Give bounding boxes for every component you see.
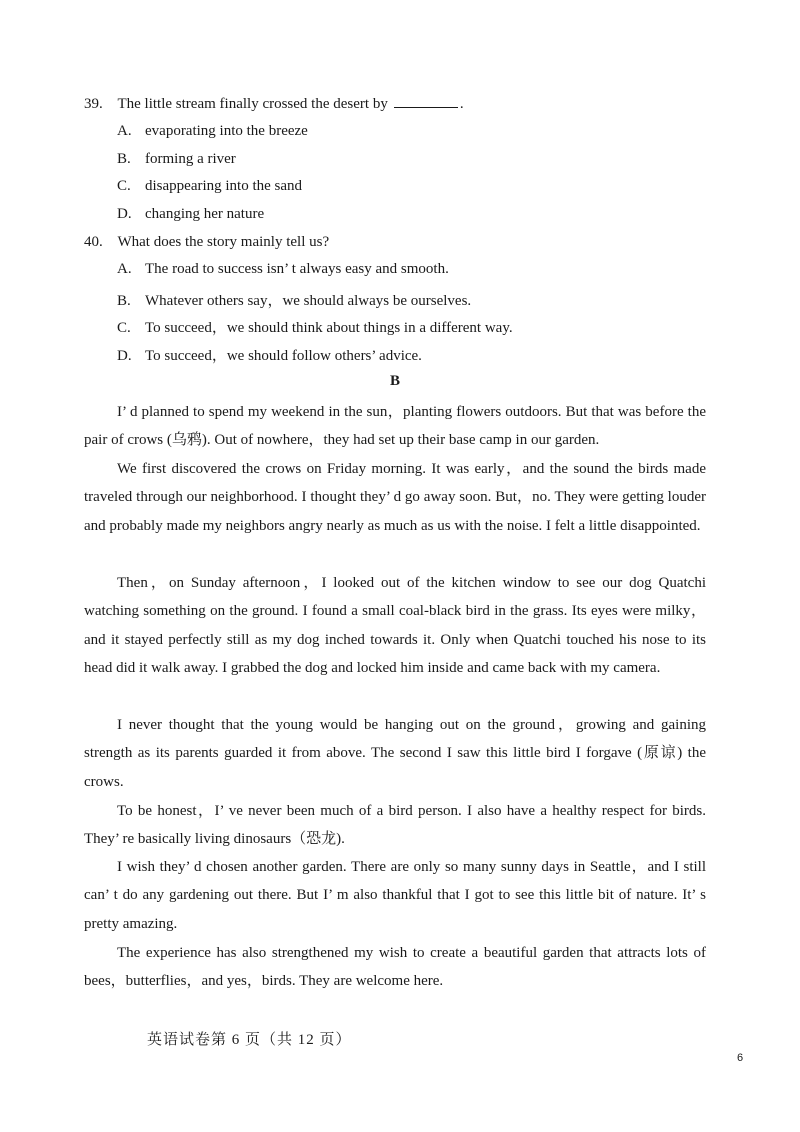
option-text: To succeed，we should think about things in a different way. (145, 320, 513, 336)
question-text: The little stream finally crossed the desert by (117, 96, 388, 112)
option-40-a (117, 261, 449, 278)
question-number: 39. (84, 96, 103, 112)
option-letter: B. (117, 151, 131, 167)
passage-paragraph-7: The experience has also strengthened my wish to create a beautiful garden that attracts lots of bees，butterflies，and yes，birds. They are welcome here. (84, 945, 706, 990)
option-text: changing her nature (145, 206, 265, 222)
option-39-d (117, 206, 264, 223)
option-text: forming a river (145, 151, 236, 167)
option-39-a (117, 123, 308, 140)
passage-paragraph-6: I wish they’ d chosen another garden. There are only so many sunny days in Seattle，and I still can’ t do any gardening out there. But I’ m also thankful that I got to see this little bit of nature. It’ s pretty amazing. (84, 859, 706, 932)
option-40-d (117, 344, 422, 365)
option-text: The road to success isn’ t always easy and smooth. (145, 261, 449, 277)
option-39-c (117, 178, 302, 195)
question-40-stem (84, 234, 329, 251)
option-39-b (117, 151, 236, 168)
option-letter: D. (117, 206, 132, 222)
question-text: What does the story mainly tell us? (117, 234, 330, 250)
option-text: To succeed，we should follow others’ advice. (145, 348, 422, 364)
option-40-c (117, 316, 513, 337)
question-end: . (459, 96, 464, 112)
passage-paragraph-4: I never thought that the young would be hanging out on the ground，growing and gaining strength as its parents guarded it from above. The second I saw this little bird I forgave (原谅) the crows. (84, 717, 706, 790)
option-letter: A. (117, 261, 132, 277)
page-footer: 英语试卷第 6 页（共 12 页） (147, 1032, 352, 1048)
page-number: 6 (737, 1052, 744, 1064)
option-letter: D. (117, 348, 132, 364)
passage-paragraph-3: Then，on Sunday afternoon，I looked out of the kitchen window to see our dog Quatchi watching something on the ground. I found a small coal-black bird in the grass. Its eyes were milky，and it stayed perfectly still as my dog inched towards it. Only when Quatchi touched his nose to its head did it walk away. I grabbed the dog and locked him inside and came back with my camera. (84, 575, 706, 677)
passage-paragraph-2: We first discovered the crows on Friday morning. It was early，and the sound the birds made traveled through our neighborhood. I thought they’ d go away soon. But，no. They were getting louder and probably made my neighbors angry nearly as much as us with the noise. I felt a little disappointed. (84, 461, 706, 534)
option-40-b (117, 289, 471, 310)
passage-paragraph-5: To be honest，I’ ve never been much of a bird person. I also have a healthy respect for birds. They’ re basically living dinosaurs（恐龙). (84, 803, 706, 848)
answer-blank (394, 95, 458, 108)
option-letter: C. (117, 178, 131, 194)
section-heading: B (389, 373, 400, 389)
option-letter: C. (117, 320, 131, 336)
option-text: evaporating into the breeze (145, 123, 308, 139)
option-text: Whatever others say，we should always be ourselves. (145, 293, 472, 309)
option-letter: B. (117, 293, 131, 309)
question-number: 40. (84, 234, 103, 250)
option-text: disappearing into the sand (145, 178, 303, 194)
question-39-stem (84, 95, 464, 113)
option-letter: A. (117, 123, 132, 139)
passage-paragraph-1: I’ d planned to spend my weekend in the sun，planting flowers outdoors. But that was before the pair of crows (乌鸦). Out of nowhere，they had set up their base camp in our garden. (84, 404, 706, 449)
